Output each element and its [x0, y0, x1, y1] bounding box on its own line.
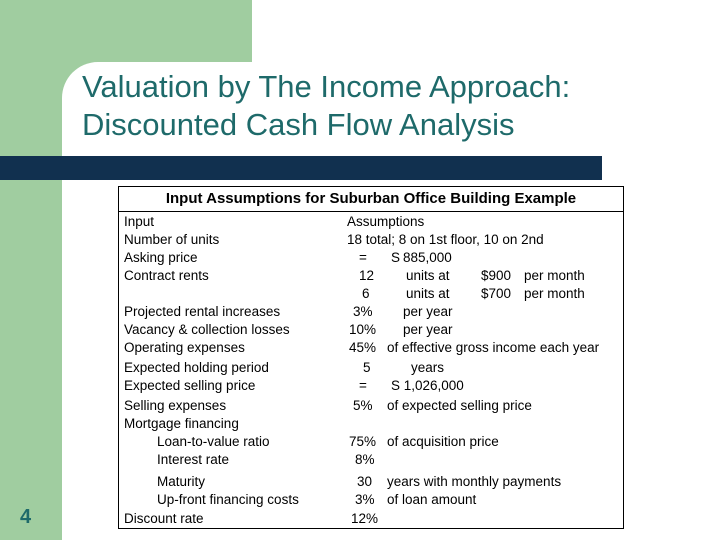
- table-row: [119, 359, 623, 377]
- row-label: Maturity: [157, 474, 206, 489]
- row-unit: per year: [403, 304, 453, 319]
- assumptions-table: [118, 186, 624, 529]
- slide-number: 4: [20, 506, 32, 528]
- table-row: [119, 321, 623, 339]
- table-row: [119, 397, 623, 415]
- row-price: $900: [481, 268, 512, 283]
- table-row: [119, 510, 623, 528]
- row-desc: of effective gross income each year: [387, 340, 600, 355]
- row-label: Loan-to-value ratio: [157, 434, 270, 449]
- table-row: [119, 377, 623, 395]
- title-line-2: Discounted Cash Flow Analysis: [82, 107, 515, 142]
- row-desc: years with monthly payments: [387, 474, 562, 489]
- row-label: Expected holding period: [124, 360, 269, 375]
- row-desc: of loan amount: [387, 492, 477, 507]
- row-value: 18 total; 8 on 1st floor, 10 on 2nd: [347, 232, 544, 247]
- row-value: 12%: [351, 511, 379, 526]
- title-line-1: Valuation by The Income Approach:: [82, 69, 571, 104]
- row-value: 885,000: [403, 250, 452, 265]
- table-row: [119, 473, 623, 491]
- table-row: [119, 415, 623, 433]
- table-row: [119, 433, 623, 451]
- table-row: [119, 249, 623, 267]
- row-count: 6: [362, 286, 370, 301]
- row-per: per month: [524, 268, 585, 283]
- table-row: [119, 339, 623, 357]
- row-count: 12: [359, 268, 375, 283]
- row-label: Interest rate: [157, 452, 230, 467]
- col-input-header: Input: [124, 214, 155, 229]
- table-row: [119, 451, 623, 469]
- row-value: 10%: [349, 322, 377, 337]
- row-value: 3%: [355, 492, 375, 507]
- row-label: Selling expenses: [124, 398, 227, 413]
- row-label: Up-front financing costs: [157, 492, 299, 507]
- table-row: [119, 213, 623, 231]
- row-label: Projected rental increases: [124, 304, 281, 319]
- row-unit: per year: [403, 322, 453, 337]
- row-value: 3%: [353, 304, 373, 319]
- row-equals: =: [359, 250, 367, 265]
- row-label: Discount rate: [124, 511, 204, 526]
- row-equals: =: [359, 378, 367, 393]
- row-value: 30: [357, 474, 373, 489]
- row-value: 5: [363, 360, 371, 375]
- row-value: 45%: [349, 340, 377, 355]
- col-assumptions-header: Assumptions: [347, 214, 425, 229]
- row-units: units at: [406, 286, 450, 301]
- row-label: Mortgage financing: [124, 416, 239, 431]
- row-unit: years: [411, 360, 445, 375]
- row-desc: of expected selling price: [387, 398, 532, 413]
- row-label: Contract rents: [124, 268, 209, 283]
- row-label: Vacancy & collection losses: [124, 322, 290, 337]
- divider-bar: [0, 156, 602, 180]
- slide-title: [82, 68, 570, 144]
- row-value: 75%: [349, 434, 377, 449]
- row-dollar: S: [391, 250, 401, 265]
- row-per: per month: [524, 286, 585, 301]
- row-label: Expected selling price: [124, 378, 256, 393]
- table-row: [119, 303, 623, 321]
- table-row: [119, 267, 623, 285]
- row-value: S 1,026,000: [391, 378, 464, 393]
- table-row: [119, 285, 623, 303]
- row-price: $700: [481, 286, 512, 301]
- table-row: [119, 491, 623, 509]
- row-units: units at: [406, 268, 450, 283]
- row-label: Number of units: [124, 232, 220, 247]
- table-row: [119, 231, 623, 249]
- row-desc: of acquisition price: [387, 434, 499, 449]
- table-heading: Input Assumptions for Suburban Office Building Example: [119, 187, 623, 212]
- row-value: 8%: [355, 452, 375, 467]
- row-value: 5%: [353, 398, 373, 413]
- row-label: Operating expenses: [124, 340, 245, 355]
- row-label: Asking price: [124, 250, 198, 265]
